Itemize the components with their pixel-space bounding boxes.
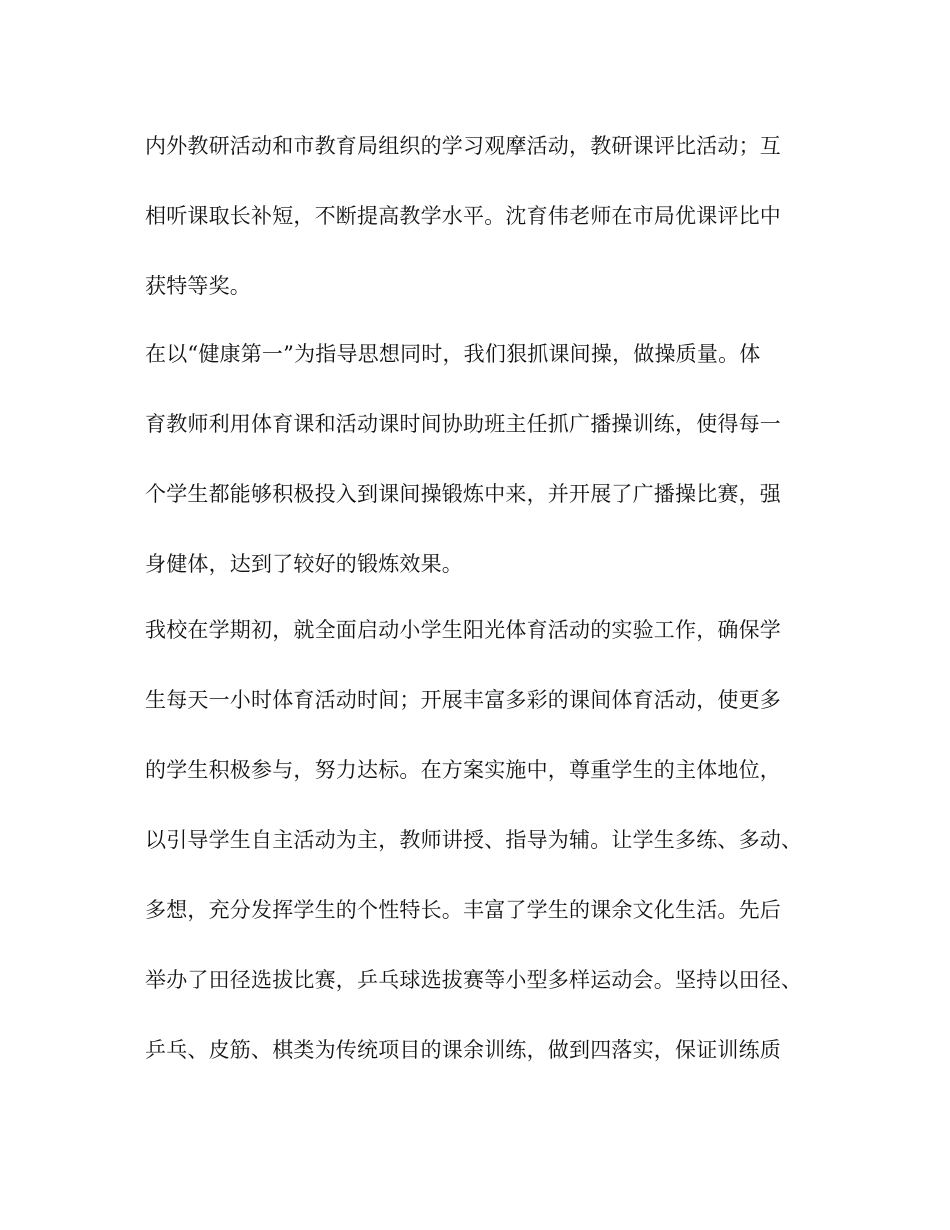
paragraph-2-line-4: 身健体，达到了较好的锻炼效果。	[145, 552, 463, 576]
paragraph-3-line-4: 以引导学生自主活动为主，教师讲授、指导为辅。让学生多练、多动、	[145, 828, 803, 852]
paragraph-2-line-2: 育教师利用体育课和活动课时间协助班主任抓广播操训练，使得每一	[145, 412, 781, 436]
paragraph-1-line-2: 相听课取长补短，不断提高教学水平。沈育伟老师在市局优课评比中	[145, 204, 781, 228]
paragraph-3-line-2: 生每天一小时体育活动时间；开展丰富多彩的课间体育活动，使更多	[145, 688, 781, 712]
paragraph-3-line-5: 多想，充分发挥学生的个性特长。丰富了学生的课余文化生活。先后	[145, 898, 781, 922]
paragraph-3-line-7: 乒乓、皮筋、棋类为传统项目的课余训练，做到四落实，保证训练质	[145, 1038, 781, 1062]
paragraph-3-line-3: 的学生积极参与，努力达标。在方案实施中，尊重学生的主体地位，	[145, 758, 781, 782]
paragraph-3-line-1: 我校在学期初，就全面启动小学生阳光体育活动的实验工作，确保学	[145, 618, 781, 642]
paragraph-2-line-1: 在以“健康第一”为指导思想同时，我们狠抓课间操，做操质量。体	[145, 342, 761, 366]
paragraph-2-line-3: 个学生都能够积极投入到课间操锻炼中来，并开展了广播操比赛，强	[145, 482, 781, 506]
paragraph-3-line-6: 举办了田径选拔比赛，乒乓球选拔赛等小型多样运动会。坚持以田径、	[145, 968, 803, 992]
paragraph-1-line-3: 获特等奖。	[145, 274, 251, 298]
paragraph-1-line-1: 内外教研活动和市教育局组织的学习观摩活动，教研课评比活动；互	[145, 134, 781, 158]
